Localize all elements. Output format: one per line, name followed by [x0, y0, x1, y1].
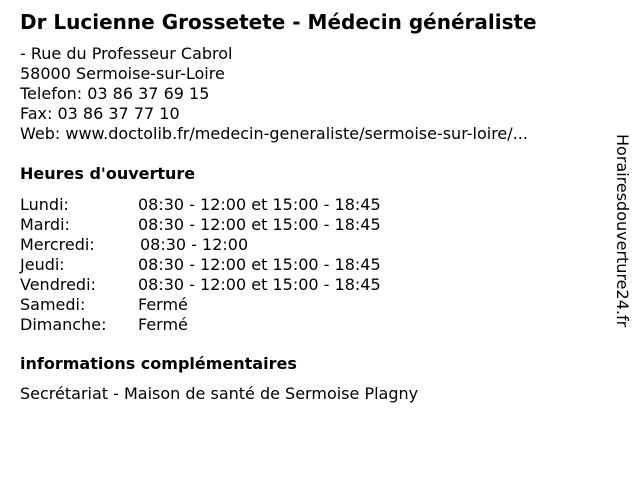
- city-address: 58000 Sermoise-sur-Loire: [20, 64, 225, 83]
- day-label: Vendredi:: [20, 275, 96, 294]
- time-value: 08:30 - 12:00 et 15:00 - 18:45: [138, 195, 381, 214]
- page-title: Dr Lucienne Grossetete - Médecin généraliste: [20, 10, 537, 34]
- fax-number: Fax: 03 86 37 77 10: [20, 104, 180, 123]
- hours-row-wednesday: [20, 235, 600, 255]
- site-watermark: Horairesdouverture24.fr: [613, 134, 632, 328]
- day-label: Samedi:: [20, 295, 86, 314]
- info-text: Secrétariat - Maison de santé de Sermoise Plagny: [20, 384, 419, 403]
- day-label: Mercredi:: [20, 235, 95, 254]
- hours-heading: Heures d'ouverture: [20, 164, 196, 183]
- hours-row-sunday: [20, 315, 600, 335]
- day-label: Mardi:: [20, 215, 70, 234]
- time-value: Fermé: [138, 295, 188, 314]
- hours-row-monday: [20, 195, 600, 215]
- hours-row-thursday: [20, 255, 600, 275]
- info-heading: informations complémentaires: [20, 354, 297, 373]
- day-label: Jeudi:: [20, 255, 65, 274]
- time-value: 08:30 - 12:00 et 15:00 - 18:45: [138, 215, 381, 234]
- contact-block: [20, 44, 528, 144]
- hours-row-friday: [20, 275, 600, 295]
- website-link: Web: www.doctolib.fr/medecin-generaliste/sermoise-sur-loire/...: [20, 124, 528, 143]
- hours-row-saturday: [20, 295, 600, 315]
- time-value: Fermé: [138, 315, 188, 334]
- day-label: Lundi:: [20, 195, 69, 214]
- street-address: - Rue du Professeur Cabrol: [20, 44, 233, 63]
- hours-row-tuesday: [20, 215, 600, 235]
- hours-table: [20, 195, 600, 335]
- time-value: 08:30 - 12:00 et 15:00 - 18:45: [138, 255, 381, 274]
- phone-number: Telefon: 03 86 37 69 15: [20, 84, 210, 103]
- day-label: Dimanche:: [20, 315, 107, 334]
- listing-card: [20, 0, 600, 480]
- time-value: 08:30 - 12:00: [140, 235, 249, 254]
- time-value: 08:30 - 12:00 et 15:00 - 18:45: [138, 275, 381, 294]
